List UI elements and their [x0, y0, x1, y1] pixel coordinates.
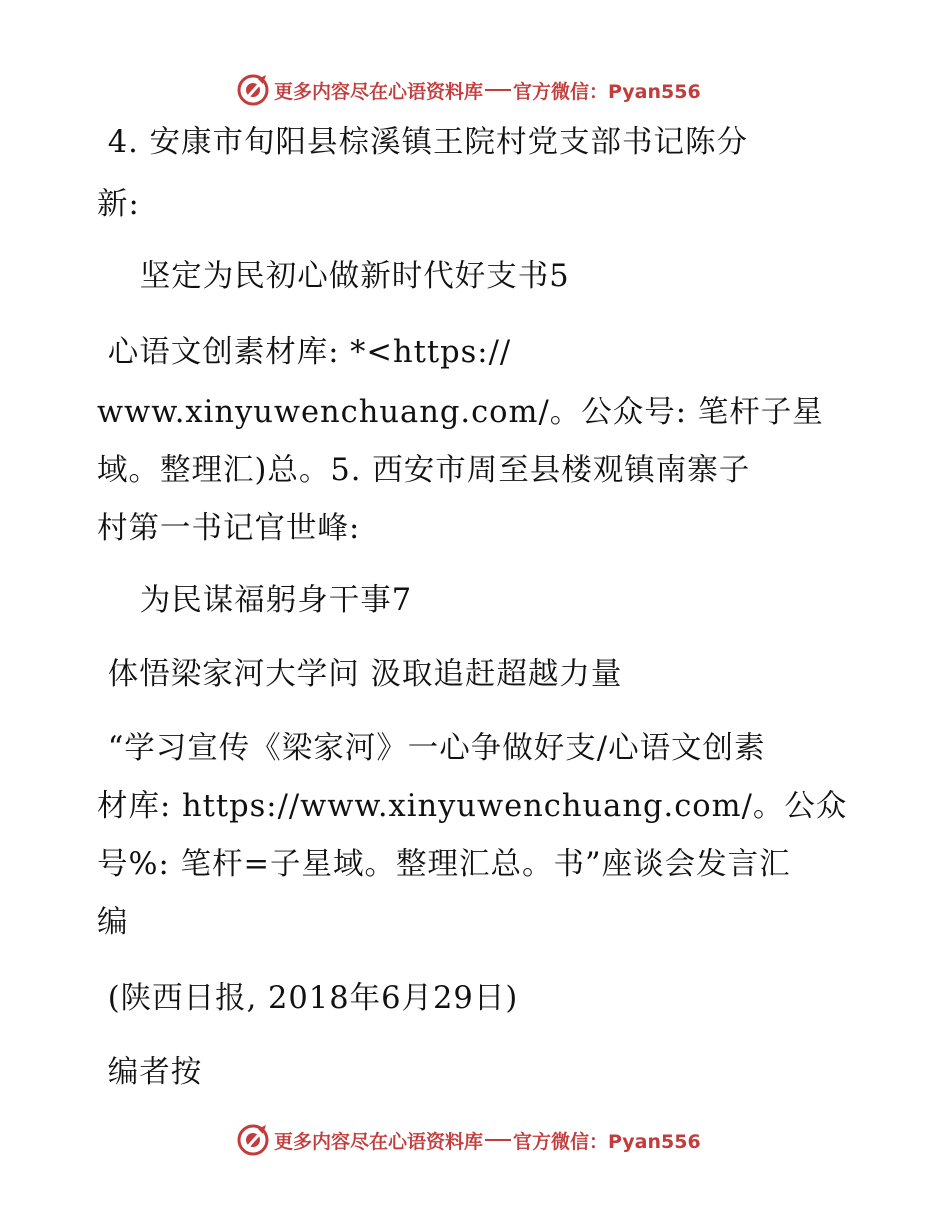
footer-banner-wechat: 官方微信：Pyan556: [513, 1130, 701, 1153]
body-line: 材库: https://www.xinyuwenchuang.com/。公众: [97, 789, 848, 824]
body-line: 号%: 笔杆=子星域。整理汇总。书”座谈会发言汇: [97, 847, 791, 882]
brand-logo-icon: [236, 73, 270, 107]
body-line: 编者按: [97, 1055, 203, 1090]
footer-banner-dash: [485, 1139, 511, 1141]
body-line: 坚定为民初心做新时代好支书5: [97, 259, 570, 294]
body-line: 为民谋福躬身干事7: [97, 583, 413, 618]
footer-banner: [236, 1122, 701, 1158]
header-banner-dash: [485, 89, 511, 91]
body-line: www.xinyuwenchuang.com/。公众号: 笔杆子星: [97, 395, 824, 430]
header-banner-text: 更多内容尽在心语资料库: [274, 80, 484, 103]
body-line: 心语文创素材库: *<https://: [97, 335, 512, 370]
body-line: 域。整理汇)总。5. 西安市周至县楼观镇南寨子: [97, 453, 751, 488]
header-banner: [236, 72, 701, 108]
body-line: 新:: [97, 187, 140, 222]
footer-banner-text: 更多内容尽在心语资料库: [274, 1130, 484, 1153]
header-banner-wechat: 官方微信：Pyan556: [513, 80, 701, 103]
body-line: (陕西日报, 2018年6月29日): [97, 981, 519, 1016]
body-line: 体悟梁家河大学问 汲取追赶超越力量: [97, 657, 623, 692]
brand-logo-icon: [236, 1123, 270, 1157]
body-line: 4. 安康市旬阳县棕溪镇王院村党支部书记陈分: [97, 125, 748, 160]
body-line: “学习宣传《梁家河》一心争做好支/心语文创素: [97, 731, 766, 766]
body-line: 编: [97, 905, 129, 940]
body-line: 村第一书记官世峰:: [97, 511, 361, 546]
